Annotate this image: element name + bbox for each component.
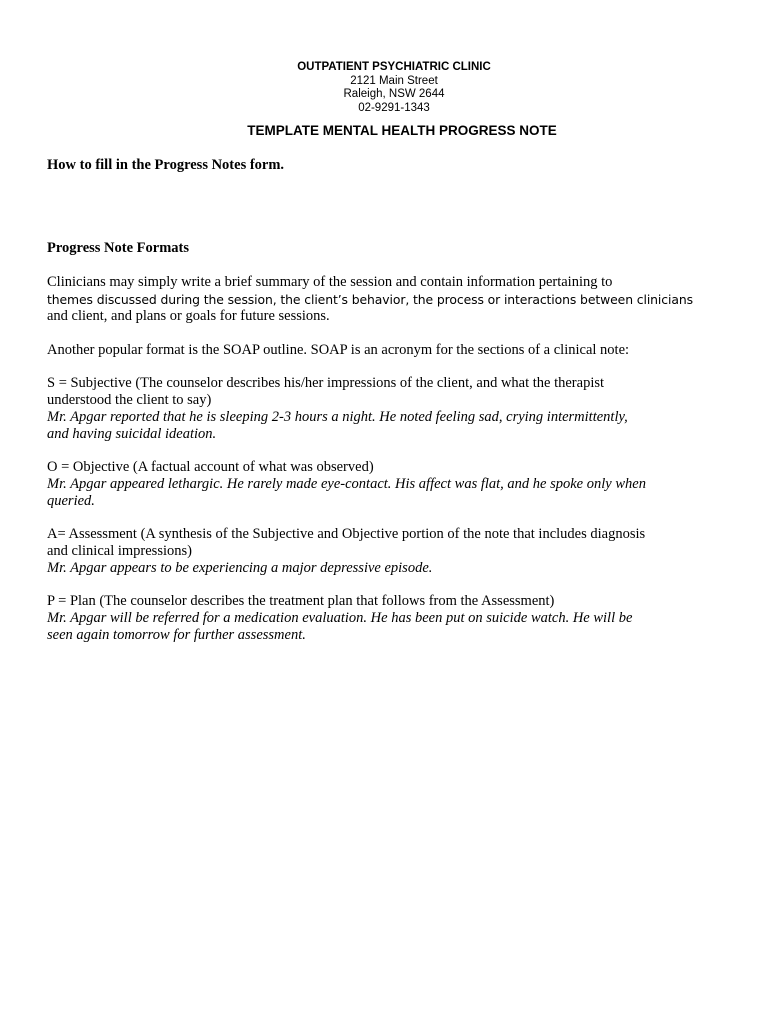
assessment-example-line-1: Mr. Apgar appears to be experiencing a major depressive episode. — [47, 560, 433, 576]
summary-line-2: themes discussed during the session, the client’s behavior, the process or interactions between clinicians — [47, 292, 693, 307]
objective-example-line-2: queried. — [47, 493, 95, 509]
clinic-street: 2121 Main Street — [350, 74, 438, 87]
formats-heading: Progress Note Formats — [47, 240, 190, 256]
plan-definition-line-1: P = Plan (The counselor describes the treatment plan that follows from the Assessment) — [47, 593, 555, 609]
soap-subjective-section — [47, 375, 727, 443]
objective-definition-line-1: O = Objective (A factual account of what was observed) — [47, 459, 374, 475]
subjective-definition-line-2: understood the client to say) — [47, 392, 212, 408]
clinic-city: Raleigh, NSW 2644 — [343, 88, 445, 100]
objective-example-line-1: Mr. Apgar appeared lethargic. He rarely made eye-contact. His affect was flat, and he spoke only when — [47, 476, 646, 492]
summary-paragraph — [47, 274, 727, 325]
soap-assessment-section — [47, 526, 727, 577]
soap-plan-section — [47, 593, 727, 644]
summary-line-1: Clinicians may simply write a brief summary of the session and contain information pertaining to — [47, 274, 613, 290]
soap-intro: Another popular format is the SOAP outline. SOAP is an acronym for the sections of a clinical note: — [47, 342, 630, 358]
summary-line-3: and client, and plans or goals for future sessions. — [47, 308, 330, 324]
document-title: TEMPLATE MENTAL HEALTH PROGRESS NOTE — [247, 123, 557, 138]
how-to-heading: How to fill in the Progress Notes form. — [47, 157, 285, 173]
subjective-example-line-1: Mr. Apgar reported that he is sleeping 2-3 hours a night. He noted feeling sad, crying intermittently, — [47, 409, 628, 425]
subjective-definition-line-1: S = Subjective (The counselor describes his/her impressions of the client, and what the therapist — [47, 375, 605, 391]
plan-example-line-1: Mr. Apgar will be referred for a medication evaluation. He has been put on suicide watch. He will be — [47, 610, 633, 626]
assessment-definition-line-1: A= Assessment (A synthesis of the Subjective and Objective portion of the note that includes diagnosis — [47, 526, 646, 542]
clinic-phone: 02-9291-1343 — [358, 101, 430, 114]
clinic-name: OUTPATIENT PSYCHIATRIC CLINIC — [297, 61, 491, 73]
plan-example-line-2: seen again tomorrow for further assessment. — [47, 627, 306, 643]
subjective-example-line-2: and having suicidal ideation. — [47, 426, 217, 442]
assessment-definition-line-2: and clinical impressions) — [47, 543, 192, 559]
soap-objective-section — [47, 459, 727, 510]
letterhead — [0, 61, 768, 115]
